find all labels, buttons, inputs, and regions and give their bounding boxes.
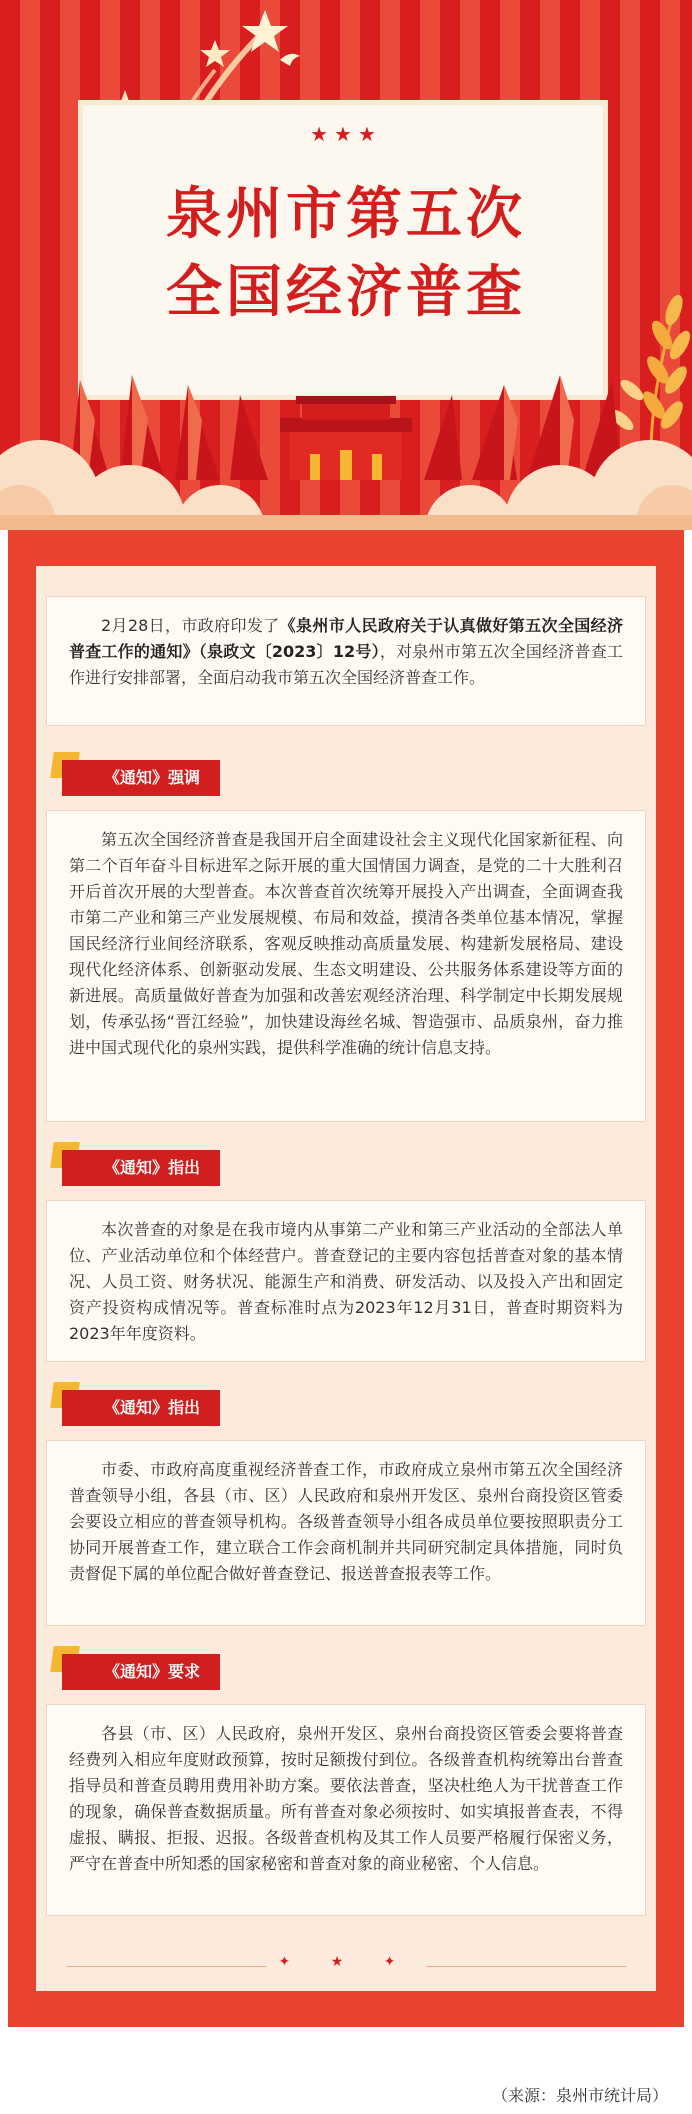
section-card-3 xyxy=(46,1440,646,1626)
section-tag-label: 《通知》指出 xyxy=(62,1150,220,1186)
section-tag-label: 《通知》强调 xyxy=(62,760,220,796)
source-credit: （来源：泉州市统计局） xyxy=(491,2086,668,2105)
section-text: 市委、市政府高度重视经济普查工作，市政府成立泉州市第五次全国经济普查领导小组，各县（市、区）人民政府和泉州开发区、泉州台商投资区管委会要设立相应的普查领导机构。各级普查领导小组各成员单位要按照职责分工协同开展普查工作，建立联合工作会商机制并共同研究制定具体措施，同时负责督促下属的单位配合做好普查登记、报送普查报表等工作。 xyxy=(69,1460,623,1583)
intro-paragraph-card xyxy=(46,596,646,726)
bottom-divider xyxy=(36,1952,656,1982)
page-title-line2: 全国经济普查 xyxy=(166,260,526,325)
divider-stars: ✦ ★ ✦ xyxy=(278,1954,414,1970)
section-tag-label: 《通知》指出 xyxy=(62,1390,220,1426)
divider-line-right xyxy=(426,1966,626,1967)
header-banner xyxy=(0,0,692,530)
section-card-1 xyxy=(46,810,646,1122)
title-stars: ★★★ xyxy=(310,122,382,146)
section-card-2 xyxy=(46,1200,646,1362)
page-title-line1: 泉州市第五次 xyxy=(166,182,526,247)
section-card-4 xyxy=(46,1704,646,1916)
section-text: 各县（市、区）人民政府，泉州开发区、泉州台商投资区管委会要将普查经费列入相应年度财政预算，按时足额拨付到位。各级普查机构统筹出台普查指导员和普查员聘用费用补助方案。要依法普查，坚决杜绝人为干扰普查工作的现象，确保普查数据质量。所有普查对象必须按时、如实填报普查表，不得虚报、瞒报、拒报、迟报。各级普查机构及其工作人员要严格履行保密义务，严守在普查中所知悉的国家秘密和普查对象的商业秘密、个人信息。 xyxy=(69,1724,623,1873)
section-tag-label: 《通知》要求 xyxy=(62,1654,220,1690)
intro-paragraph: 2月28日，市政府印发了《泉州市人民政府关于认真做好第五次全国经济普查工作的通知》（泉政文〔2023〕12号），对泉州市第五次全国经济普查工作进行安排部署，全面启动我市第五次全国经济普查工作。 xyxy=(69,616,623,687)
section-text: 第五次全国经济普查是我国开启全面建设社会主义现代化国家新征程、向第二个百年奋斗目标进军之际开展的重大国情国力调查，是党的二十大胜利召开后首次开展的大型普查。本次普查首次统筹开展投入产出调查，全面调查我市第二产业和第三产业发展规模、布局和效益，摸清各类单位基本情况，掌握国民经济行业间经济联系，客观反映推动高质量发展、构建新发展格局、建设现代化经济体系、创新驱动发展、生态文明建设、公共服务体系建设等方面的新进展。高质量做好普查为加强和改善宏观经济治理、科学制定中长期发展规划，传承弘扬“晋江经验”，加快建设海丝名城、智造强市、品质泉州，奋力推进中国式现代化的泉州实践，提供科学准确的统计信息支持。 xyxy=(69,830,623,1057)
notice-document-title: 《泉州市人民政府关于认真做好第五次全国经济普查工作的通知》（泉政文〔2023〕12号） xyxy=(69,616,623,661)
section-text: 本次普查的对象是在我市境内从事第二产业和第三产业活动的全部法人单位、产业活动单位和个体经营户。普查登记的主要内容包括普查对象的基本情况、人员工资、财务状况、能源生产和消费、研发活动、以及投入产出和固定资产投资构成情况等。普查标准时点为2023年12月31日，普查时期资料为2023年年度资料。 xyxy=(69,1220,623,1343)
cloud-decoration xyxy=(0,410,692,530)
